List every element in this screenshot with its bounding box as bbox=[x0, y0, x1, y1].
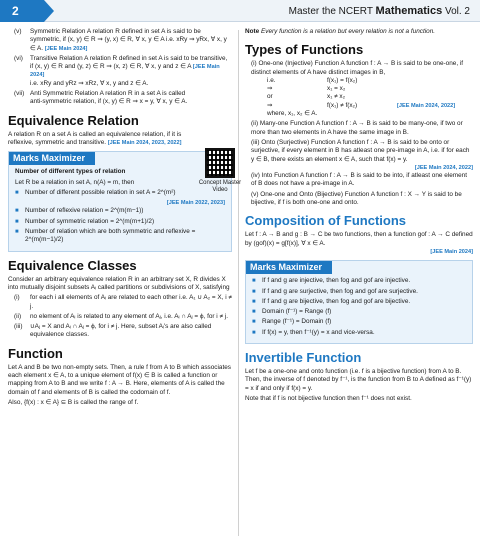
equivalence-text: A relation R on a set A is called an equivalence relation, if it is reflexive, symmetric and transitive. [JEE Main 2024, 2023, 2022] bbox=[8, 130, 182, 146]
exam-tag: [JEE Main 2024, 2022] bbox=[414, 164, 473, 171]
invertible-note: Note that if f is not bijective function then f⁻¹ does not exist. bbox=[245, 394, 412, 402]
equation-row: i.e. f(x₁) = f(x₂) bbox=[267, 76, 358, 84]
list-item: (ii) no element of Aᵢ is related to any element of Aⱼ, i.e. Aᵢ ∩ Aⱼ = ϕ, for i ≠ j. bbox=[14, 312, 228, 320]
equation-row: ⇒ f(x₁) ≠ f(x₂) [JEE Main 2024, 2022] bbox=[267, 101, 456, 109]
column-divider bbox=[238, 30, 239, 536]
invertible-text: Let f be a one-one and onto function (i.e. f is a bijective function) from A to B. Then, the inverse of f denoted by f⁻¹, is the function from B to A defined as f⁻¹(y) = x if and only if f(x) = y. bbox=[245, 368, 472, 392]
many-one-text: (ii) Many-one Function A function f : A → B is said to be many-one, if two or more than two elements in A have the same image in B. bbox=[251, 120, 463, 136]
classes-text: Consider an arbitrary equivalence relation R in an arbitrary set X, R divides X into mutually disjoint subsets Aᵢ called partitions or subdivisions of X, satisfying bbox=[8, 275, 230, 291]
list-item: ■ If f and g are injective, then fog and gof are injective. bbox=[252, 277, 411, 285]
marks-subtitle: Number of different types of relation bbox=[15, 168, 126, 176]
onto-text: (iii) Onto (Surjective) Function A function f : A → B is said to be onto or surjective, if every element in B has atleast one pre-image in A, i.e. if for each y ∈ B, there exists an element x ∈ A, such that f(x) = y. bbox=[251, 138, 470, 163]
note-text: Every function is a relation but every relation is not a function. bbox=[260, 28, 436, 35]
equation-row: or x₁ ≠ x₂ bbox=[267, 93, 346, 101]
exam-tag: [JEE Main 2022, 2023] bbox=[166, 200, 225, 207]
page-number: 2 bbox=[0, 0, 44, 22]
item-number: (vi) bbox=[14, 54, 23, 62]
left-column bbox=[8, 28, 232, 407]
concept-video-qr[interactable] bbox=[196, 148, 244, 194]
list-item: ■ Range (f⁻¹) = Domain (f) bbox=[252, 318, 332, 326]
marks-maximizer-title: Marks Maximizer bbox=[246, 261, 332, 274]
list-item: ■ If f and g are bijective, then fog and gof are bijective. bbox=[252, 297, 411, 305]
exam-tag: [JEE Main 2024] bbox=[30, 64, 220, 79]
item-text: Anti Symmetric Relation A relation R in a set A is called anti-symmetric relation, if (x, y) ∈ R ⇒ x = y, ∀ x, y ∈ A. bbox=[30, 90, 188, 106]
relation-item bbox=[8, 28, 232, 53]
composition-heading: Composition of Functions bbox=[245, 213, 407, 229]
list-item: ■ Domain (f⁻¹) = Range (f) bbox=[252, 308, 332, 316]
function-range-text: Also, {f(x) : x ∈ A} ⊆ B is called the range of f. bbox=[8, 398, 139, 406]
one-one-text: (i) One-one (Injective) Function A function f : A → B is said to be one-one, if distinct elements of A have distinct images in B, bbox=[251, 60, 464, 76]
item-text: Transitive Relation A relation R defined in set A is said to be transitive, if (x, y) ∈ R and (y, z) ∈ R ⇒ (x, z) ∈ R, ∀ x, y and z ∈ A [JEE Main 2024] i.e. xRy and yRz ⇒ xRz, ∀ x, y and z ∈ A. bbox=[30, 54, 228, 87]
qr-label: Concept Master Video bbox=[198, 180, 242, 193]
into-text: (iv) Into Function A function f : A → B is said to be into, if atleast one element of B does not have a pre-image in A. bbox=[251, 172, 467, 188]
function-text: Let A and B be two non-empty sets. Then, a rule f from A to B which associates each element x ∈ A, to a unique element of f(x) ∈ B is called a function or mapping from A to B and we write f : A → B. Here, elements of A is called the domain of f and elements of B is called the codomain of f. bbox=[8, 363, 231, 396]
list-item: (iii) ∪Aⱼ = X and Aᵢ ∩ Aⱼ = ϕ, for i ≠ j. Here, subset Aᵢ's are also called equivalence classes. bbox=[14, 323, 212, 339]
equivalence-classes-heading: Equivalence Classes bbox=[8, 257, 137, 273]
exam-tag: [JEE Main 2024, 2022] bbox=[397, 102, 456, 109]
relation-item bbox=[8, 90, 194, 107]
types-of-functions-heading: Types of Functions bbox=[245, 42, 364, 58]
item-text: Symmetric Relation A relation R defined in set A is said to be symmetric, if (x, y) ∈ R ⇒ (y, x) ∈ R, ∀ x, y ∈ A i.e. xRy ⇒ yRx, ∀ x, y ∈ A. [JEE Main 2024] bbox=[30, 28, 227, 52]
item-number: (v) bbox=[14, 28, 22, 35]
marks-maximizer-title: Marks Maximizer bbox=[9, 152, 95, 165]
equation-row: ⇒ x₁ = x₂ bbox=[267, 85, 346, 93]
composition-text: Let f : A → B and g : B → C be two functions, then a function gof : A → C defined by (gof)(x) = g[f(x)], ∀ x ∈ A. bbox=[245, 231, 473, 247]
item-number: (vii) bbox=[14, 90, 25, 98]
right-column bbox=[245, 28, 473, 403]
list-item: ■ If f(x) = y, then f⁻¹(y) = x and vice-versa. bbox=[252, 328, 375, 336]
marks-intro: Let R be a relation in set A, n(A) = m, then bbox=[15, 178, 135, 186]
list-item: (i) for each i all elements of Aᵢ are related to each other i.e. A₁ ∪ A₂ = X, i ≠ j. bbox=[14, 294, 232, 310]
invertible-heading: Invertible Function bbox=[245, 350, 362, 366]
exam-tag: [JEE Main 2024] bbox=[44, 45, 88, 52]
note-label: Note bbox=[245, 28, 260, 35]
marks-maximizer-box bbox=[245, 260, 473, 344]
running-title-suffix: Vol. 2 bbox=[442, 6, 470, 17]
equivalence-relation-heading: Equivalence Relation bbox=[8, 112, 139, 128]
header-bar bbox=[0, 0, 480, 22]
list-item: ■ Number of reflexive relation = 2^(m(m−1)) bbox=[15, 207, 144, 215]
running-title bbox=[289, 0, 470, 22]
list-item: ■ Number of symmetric relation = 2^(m(m+1)/2) bbox=[15, 217, 155, 225]
note bbox=[245, 28, 473, 36]
list-item: ■ Number of different possible relation in set A = 2^(m²) bbox=[15, 188, 176, 196]
list-item: ■ If f and g are surjective, then fog and gof are surjective. bbox=[252, 287, 418, 295]
qr-code-icon[interactable] bbox=[205, 148, 235, 178]
exam-tag: [JEE Main 2024, 2023, 2022] bbox=[107, 139, 182, 146]
exam-tag: [JEE Main 2024] bbox=[430, 248, 473, 255]
bijective-text: (v) One-one and Onto (Bijective) Function A function f : X → Y is said to be bijective, if f is both one-one and onto. bbox=[251, 190, 462, 207]
one-one-where: where, x₁, x₂ ∈ A. bbox=[267, 110, 318, 118]
function-heading: Function bbox=[8, 345, 63, 361]
running-title-bold: Mathematics bbox=[375, 5, 443, 17]
relation-item bbox=[8, 55, 232, 88]
list-item: ■ Number of relation which are both symmetric and reflexive = 2^(m(m−1)/2) bbox=[15, 228, 196, 244]
running-title-prefix: Master the NCERT bbox=[288, 6, 376, 17]
